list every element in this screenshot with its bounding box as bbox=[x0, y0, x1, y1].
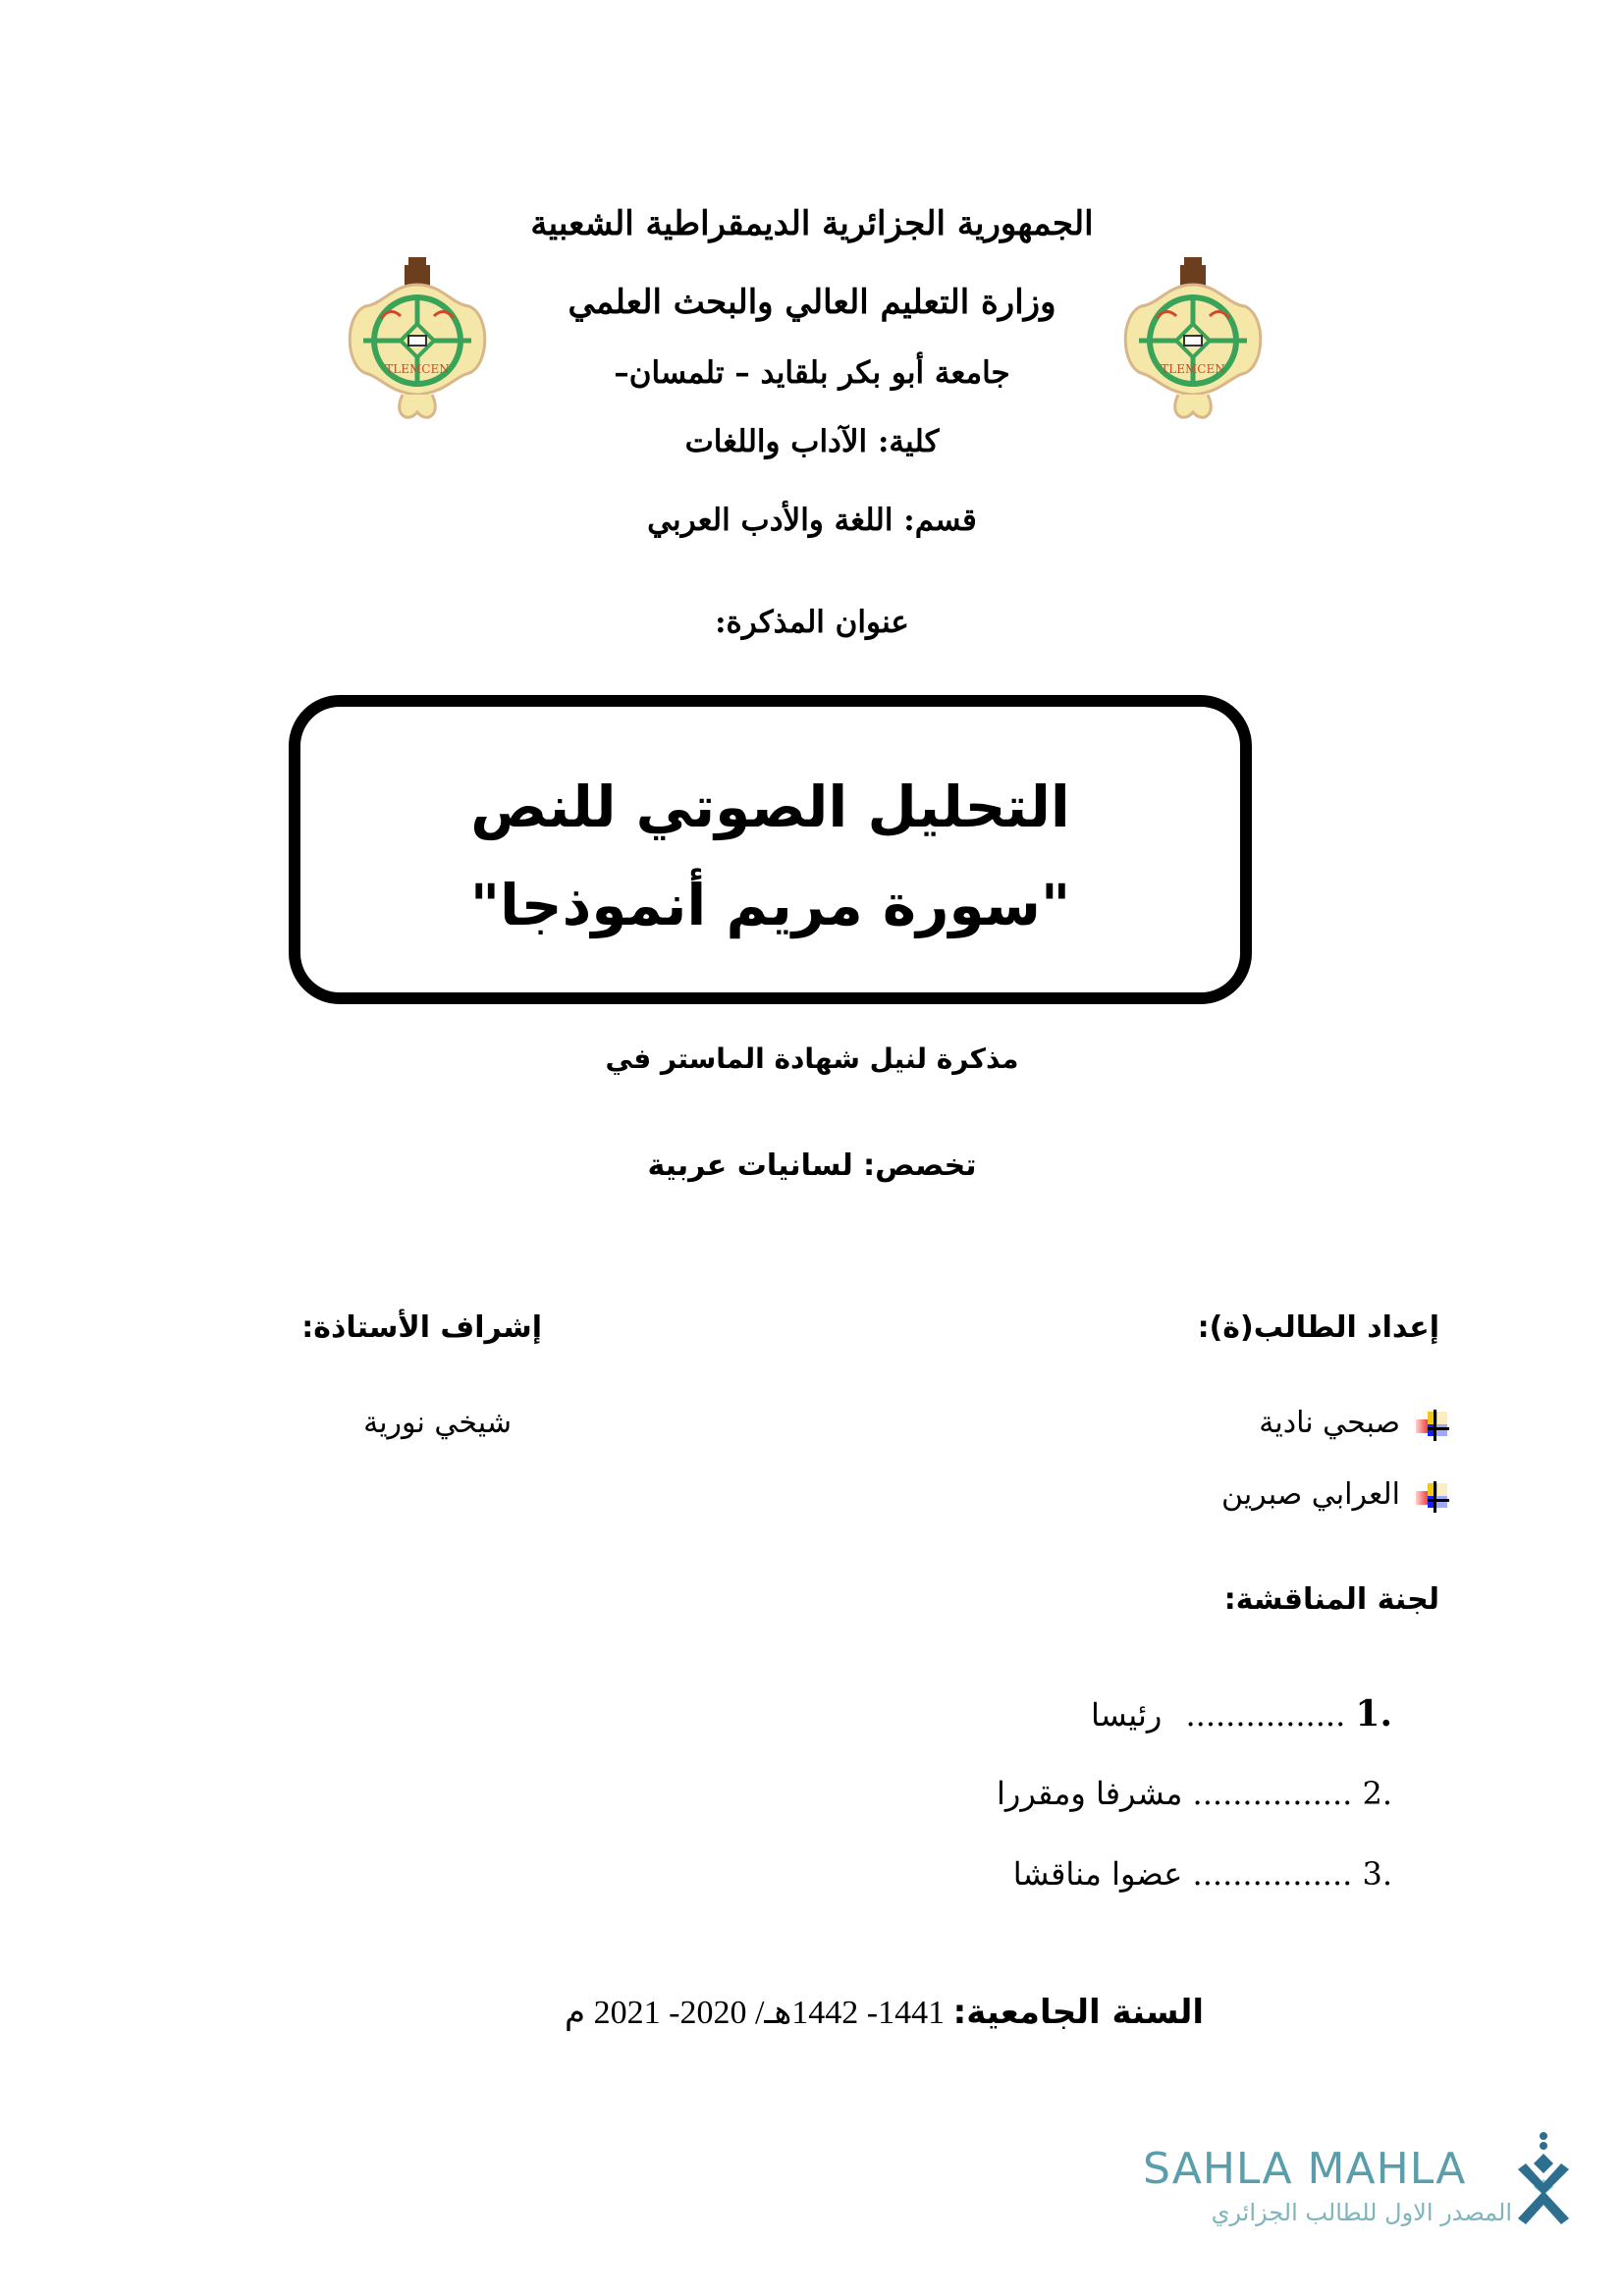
member-role: رئيسا bbox=[1091, 1696, 1163, 1734]
watermark-brand: SAHLA MAHLA bbox=[1143, 2144, 1467, 2194]
thesis-title-main: التحليل الصوتي للنص bbox=[470, 774, 1070, 840]
member-dots: ................ bbox=[1192, 1775, 1353, 1812]
department-name: قسم: اللغة والأدب العربي bbox=[647, 503, 977, 538]
bullet-icon bbox=[1416, 1483, 1449, 1513]
academic-year-label: السنة الجامعية: bbox=[952, 1993, 1204, 2032]
thesis-title-label: عنوان المذكرة: bbox=[715, 605, 909, 640]
committee-member-1 bbox=[1091, 1693, 1392, 1735]
thesis-title-subtitle: "سورة مريم أنموذجا" bbox=[469, 872, 1071, 938]
supervisor-name: شيخي نورية bbox=[363, 1406, 512, 1440]
sahla-mahla-watermark bbox=[1139, 2130, 1571, 2238]
committee-member-2 bbox=[997, 1775, 1392, 1812]
ministry-heading: وزارة التعليم العالي والبحث العلمي bbox=[568, 283, 1056, 322]
member-role: مشرفا ومقررا bbox=[997, 1775, 1183, 1812]
member-number: 1. bbox=[1355, 1693, 1392, 1735]
student-name: العرابي صبرين bbox=[1221, 1477, 1400, 1512]
degree-purpose: مذكرة لنيل شهادة الماستر في bbox=[605, 1042, 1019, 1075]
students-label: إعداد الطالب(ة): bbox=[1197, 1310, 1439, 1345]
left-university-logo bbox=[344, 257, 491, 429]
svg-text:TLEMCEN: TLEMCEN bbox=[385, 362, 450, 376]
member-number: 3. bbox=[1362, 1855, 1392, 1893]
academic-year bbox=[565, 1993, 1204, 2032]
member-dots: ................ bbox=[1185, 1696, 1346, 1734]
committee-label: لجنة المناقشة: bbox=[1223, 1582, 1439, 1617]
right-university-logo bbox=[1119, 257, 1267, 429]
svg-text:TLEMCEN: TLEMCEN bbox=[1161, 362, 1225, 376]
republic-heading: الجمهورية الجزائرية الديمقراطية الشعبية bbox=[530, 204, 1094, 243]
university-tlemcen-emblem-icon bbox=[344, 257, 491, 429]
bullet-icon bbox=[1416, 1412, 1449, 1441]
university-tlemcen-emblem-icon bbox=[1119, 257, 1267, 429]
watermark-tagline: المصدر الاول للطالب الجزائري bbox=[1211, 2199, 1512, 2226]
specialty: تخصص: لسانيات عربية bbox=[647, 1148, 977, 1183]
university-name: جامعة أبو بكر بلقايد – تلمسان– bbox=[614, 355, 1010, 391]
member-dots: ................ bbox=[1192, 1855, 1353, 1893]
member-role: عضوا مناقشا bbox=[1012, 1855, 1183, 1893]
student-name: صبحي نادية bbox=[1259, 1406, 1400, 1440]
faculty-name: كلية: الآداب واللغات bbox=[684, 424, 940, 459]
supervisor-label: إشراف الأستاذة: bbox=[301, 1310, 542, 1345]
member-number: 2. bbox=[1362, 1775, 1392, 1812]
sahla-mahla-logo-icon bbox=[1512, 2130, 1571, 2228]
thesis-title-box bbox=[289, 695, 1252, 1004]
committee-member-3 bbox=[1013, 1855, 1392, 1893]
academic-year-value: 1441- 1442هـ/ 2020- 2021 م bbox=[565, 1995, 946, 2031]
